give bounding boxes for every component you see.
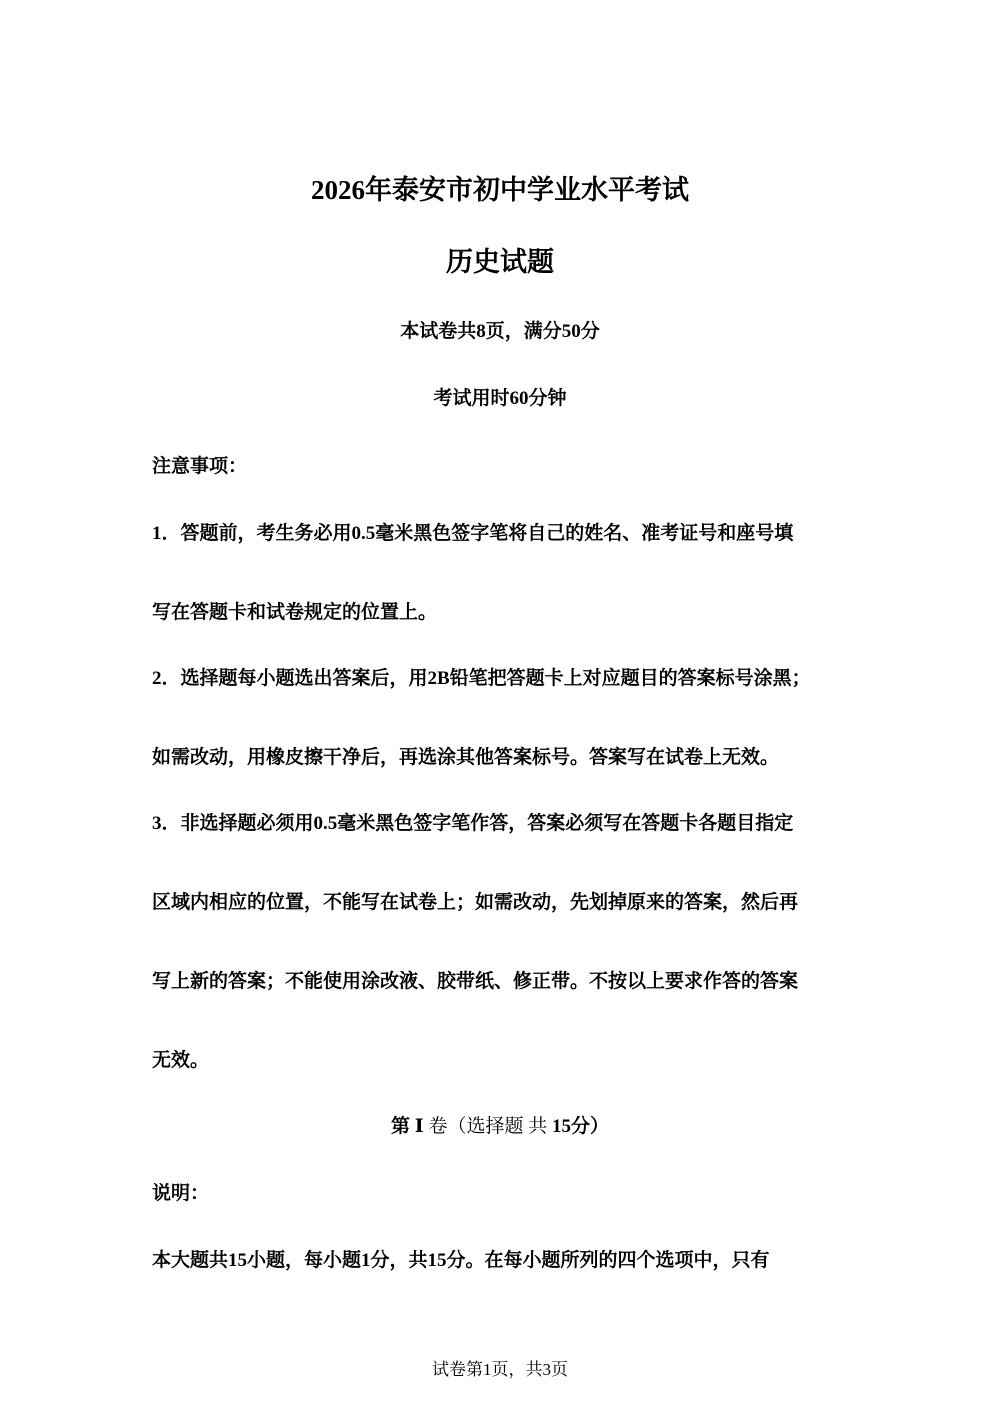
instructions-text: 本大题共15小题，每小题1分，共15分。在每小题所列的四个选项中，只有 <box>152 1250 770 1271</box>
pages-score-info: 本试卷共8页，满分50分 <box>400 321 600 342</box>
notes-line-8: 无效。 <box>152 1050 210 1071</box>
notes-line-4: 如需改动，用橡皮擦干净后，再选涂其他答案标号。答案写在试卷上无效。 <box>152 747 780 768</box>
notes-line-1: 1．答题前，考生务必用0.5毫米黑色签字笔将自己的姓名、准考证号和座号填 <box>152 523 794 544</box>
notes-line-2: 写在答题卡和试卷规定的位置上。 <box>152 602 438 623</box>
section-prefix: 第 <box>391 1116 411 1137</box>
section-middle: 卷（选择题 共 <box>428 1116 548 1137</box>
section-heading <box>0 1111 1000 1138</box>
notes-line-5: 3．非选择题必须用0.5毫米黑色签字笔作答，答案必须写在答题卡各题目指定 <box>152 813 794 834</box>
notes-heading: 注意事项： <box>152 456 248 477</box>
notes-line-7: 写上新的答案；不能使用涂改液、胶带纸、修正带。不按以上要求作答的答案 <box>152 971 799 992</box>
subject-title: 历史试题 <box>446 247 554 277</box>
duration-info: 考试用时60分钟 <box>433 388 567 409</box>
notes-line-3: 2．选择题每小题选出答案后，用2B铅笔把答题卡上对应题目的答案标号涂黑； <box>152 668 811 689</box>
notes-line-6: 区域内相应的位置，不能写在试卷上；如需改动，先划掉原来的答案，然后再 <box>152 892 799 913</box>
section-numeral: Ⅰ <box>414 1116 424 1137</box>
page-footer: 试卷第1页，共3页 <box>432 1360 568 1379</box>
instructions-heading: 说明： <box>152 1183 210 1204</box>
exam-title: 2026年泰安市初中学业水平考试 <box>311 175 689 205</box>
section-score: 15分） <box>551 1116 609 1137</box>
